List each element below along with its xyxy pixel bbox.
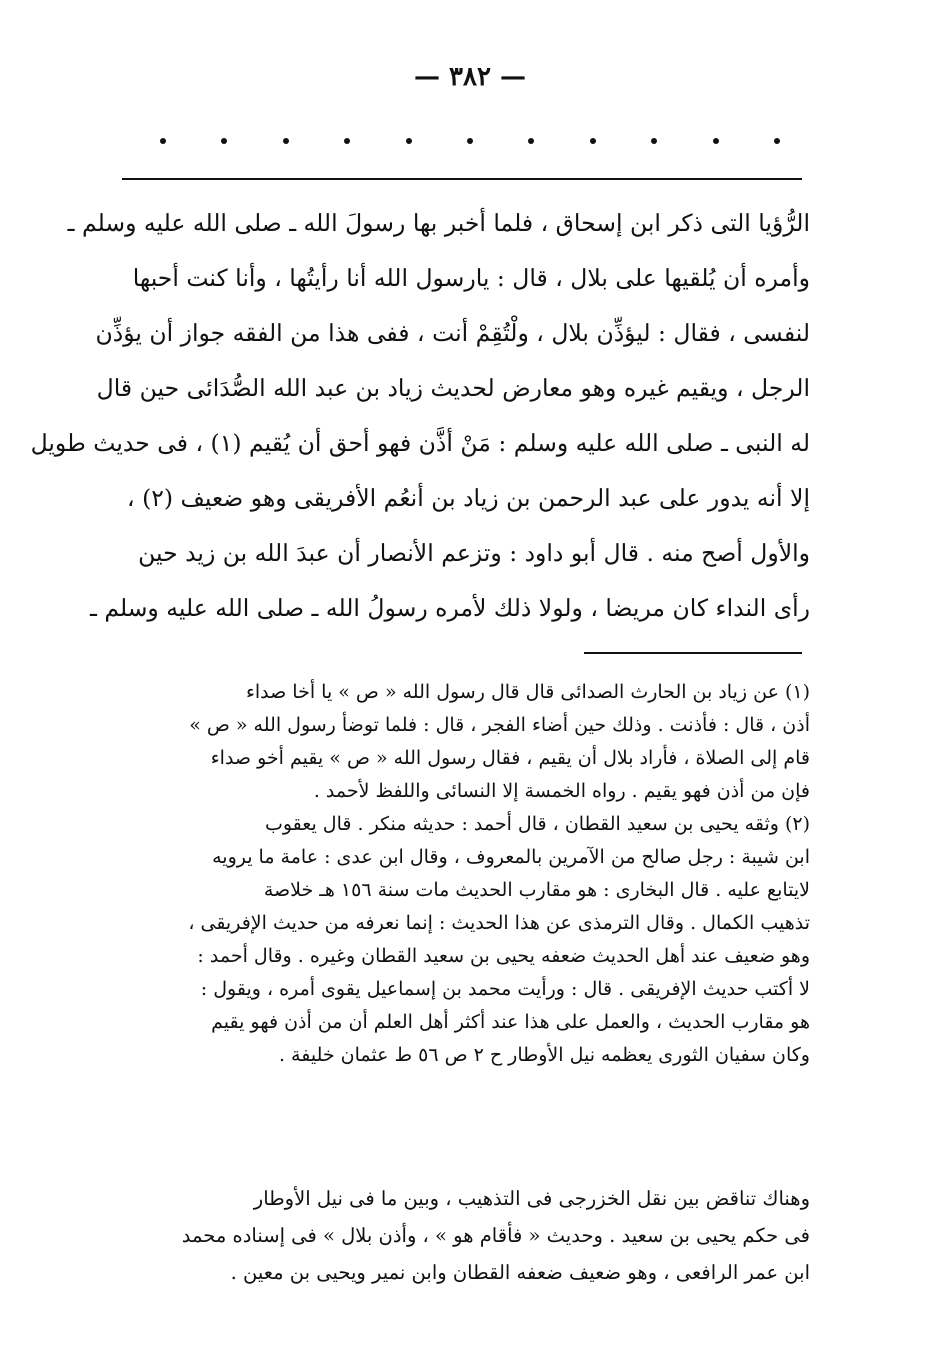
closing-line: ابن عمر الرافعى ، وهو ضعيف ضعفه القطان وابن نمير ويحيى بن معين . xyxy=(230,1261,810,1284)
dot xyxy=(406,138,412,144)
dot xyxy=(221,138,227,144)
footnotes xyxy=(118,676,810,1072)
main-text-line: رأى النداء كان مريضا ، ولولا ذلك لأمره رسولُ الله ـ صلى الله عليه وسلم ـ xyxy=(89,594,810,622)
ellipsis-dots xyxy=(160,138,780,144)
dot xyxy=(774,138,780,144)
closing-paragraph xyxy=(118,1180,810,1291)
dot xyxy=(590,138,596,144)
footnote-line: فإن من أذن فهو يقيم . رواه الخمسة إلا النسائى واللفظ لأحمد . xyxy=(313,780,810,802)
dot xyxy=(283,138,289,144)
footnote-line: أذن ، قال : فأذنت . وذلك حين أضاء الفجر ، قال : فلما توضأ رسول الله « ص » xyxy=(189,714,810,736)
closing-line: فى حكم يحيى بن سعيد . وحديث « فأقام هو » ، وأذن بلال » فى إسناده محمد xyxy=(181,1224,810,1247)
footnote-line: وهو ضعيف عند أهل الحديث ضعفه يحيى بن سعيد القطان وغيره . وقال أحمد : xyxy=(197,945,810,967)
footnote-line: ابن شيبة : رجل صالح من الآمرين بالمعروف ، وقال ابن عدى : عامة ما يرويه xyxy=(212,846,810,868)
main-text-line: لنفسى ، فقال : ليؤذِّن بلال ، ولْتُقِمْ أنت ، ففى هذا من الفقه جواز أن يؤذِّن xyxy=(95,319,810,347)
closing-line: وهناك تناقض بين نقل الخزرجى فى التذهيب ، وبين ما فى نيل الأوطار xyxy=(253,1187,810,1210)
footnote-line: وكان سفيان الثورى يعظمه نيل الأوطار ح ٢ ص ٥٦ ط عثمان خليفة . xyxy=(278,1044,810,1066)
main-text-line: إلا أنه يدور على عبد الرحمن بن زياد بن أنعُم الأفريقى وهو ضعيف (٢) ، xyxy=(127,484,810,512)
footnote-2 xyxy=(118,808,810,1072)
dot xyxy=(528,138,534,144)
dot xyxy=(160,138,166,144)
main-text-line: والأول أصح منه . قال أبو داود : وتزعم الأنصار أن عبدَ الله بن زيد حين xyxy=(138,539,810,567)
footnote-line: لايتابع عليه . قال البخارى : هو مقارب الحديث مات سنة ١٥٦ هـ خلاصة xyxy=(263,879,810,901)
footnote-line: تذهيب الكمال . وقال الترمذى عن هذا الحديث : إنما نعرفه من حديث الإفريقى ، xyxy=(188,912,810,934)
footnote-line: (١) عن زياد بن الحارث الصدائى قال قال رسول الله « ص » يا أخا صداء xyxy=(245,681,810,703)
footnote-1 xyxy=(118,676,810,808)
footnote-line: (٢) وثقه يحيى بن سعيد القطان ، قال أحمد : حديثه منكر . قال يعقوب xyxy=(264,813,810,835)
main-text-line: له النبى ـ صلى الله عليه وسلم : مَنْ أذَّن فهو أحق أن يُقيم (١) ، فى حديث طويل xyxy=(30,429,810,457)
main-text-line: الرُّؤيا التى ذكر ابن إسحاق ، فلما أخبر بها رسولَ الله ـ صلى الله عليه وسلم ـ xyxy=(67,209,810,237)
footnote-separator xyxy=(584,652,802,654)
dot xyxy=(713,138,719,144)
main-text-line: وأمره أن يُلقيها على بلال ، قال : يارسول الله أنا رأيتُها ، وأنا كنت أحبها xyxy=(132,264,810,292)
main-text xyxy=(30,196,810,636)
dot xyxy=(467,138,473,144)
dot xyxy=(651,138,657,144)
footnote-line: هو مقارب الحديث ، والعمل على هذا عند أكثر أهل العلم أن من أذن فهو يقيم xyxy=(211,1011,810,1033)
dot xyxy=(344,138,350,144)
header-rule xyxy=(122,178,802,180)
main-text-line: الرجل ، ويقيم غيره وهو معارض لحديث زياد بن عبد الله الصُّدَائى حين قال xyxy=(96,374,810,402)
footnote-line: لا أكتب حديث الإفريقى . قال : ورأيت محمد بن إسماعيل يقوى أمره ، ويقول : xyxy=(200,978,810,1000)
footnote-line: قام إلى الصلاة ، فأراد بلال أن يقيم ، فقال رسول الله « ص » يقيم أخو صداء xyxy=(210,747,810,769)
page-number: — ٣٨٢ — xyxy=(413,62,527,92)
